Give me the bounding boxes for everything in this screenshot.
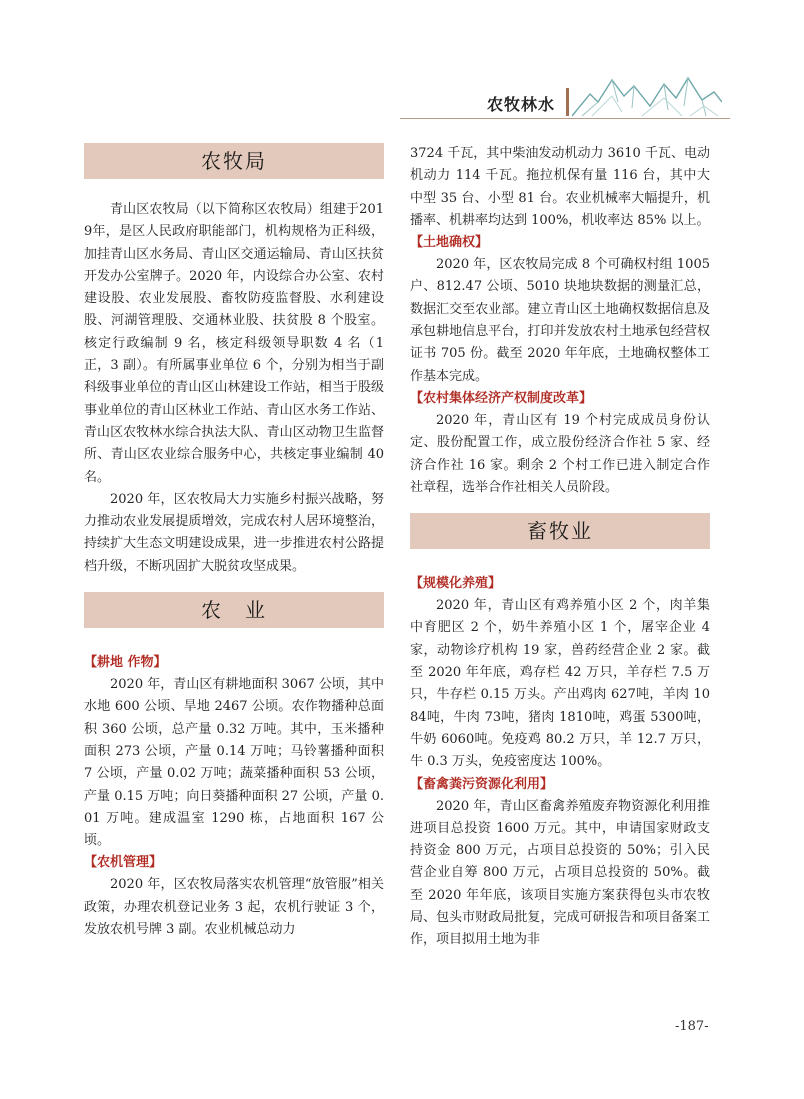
bureau-paragraph-2: 2020 年，区农牧局大力实施乡村振兴战略，努力推动农业发展提质增效，完成农村人居环境整治，持续扩大生态文明建设成果，进一步推进农村公路提档升级，不断巩固扩大脱贫攻坚成果。 bbox=[84, 491, 384, 574]
subheading-manure-utilization: 【畜禽粪污资源化利用】 bbox=[410, 776, 554, 792]
scale-farming-paragraph: 2020 年，青山区有鸡养殖小区 2 个，肉羊集中育肥区 2 个，奶牛养殖小区 1 个，屠宰企业 4 家，动物诊疗机构 19 家，兽药经营企业 2 家。截至 2020 年年底，鸡存栏 42 万只，羊存栏 7.5 万只，牛存栏 0.15 万头。产出鸡肉 627吨，羊肉 1084吨，牛肉 73吨，猪肉 1810吨，鸡蛋 5300吨，牛奶 6060吨。免疫鸡 80.2 万只，羊 12.7 万只，牛 0.3 万头，免疫密度达 100%。 bbox=[410, 598, 710, 770]
mountain-decoration-icon bbox=[572, 72, 722, 118]
bureau-paragraph-1: 青山区农牧局（以下简称区农牧局）组建于2019年，是区人民政府职能部门，机构规格为正科级，加挂青山区水务局、青山区交通运输局、青山区扶贫开发办公室牌子。2020 年，内设综合办公室、农村建设股、农业发展股、畜牧防疫监督股、水利建设股、河湖管理股、交通林业股、扶贫股 8 个股室。核定行政编制 9 名，核定科级领导职数 4 名（1 正，3 副）。有所属事业单位 6 个，分别为相当于副科级事业单位的青山区山林建设工作站，相当于股级事业单位的青山区林业工作站、青山区水务工作站、青山区农牧林水综合执法大队、青山区动物卫生监督所、青山区农业综合服务中心，共核定事业编制 40 名。 bbox=[84, 202, 384, 485]
page-number: -187- bbox=[675, 1019, 709, 1034]
land-rights-paragraph: 2020 年，区农牧局完成 8 个可确权村组 1005 户、812.47 公顷、5010 块地块数据的测量汇总，数据汇交至农业部。建立青山区土地确权数据信息及承包耕地信息平台，打印并发放农村土地承包经营权证书 705 份。截至 2020 年年底，土地确权整体工作基本完成。 bbox=[410, 257, 710, 384]
manure-utilization-paragraph: 2020 年，青山区畜禽养殖废弃物资源化利用推进项目总投资 1600 万元。其中，申请国家财政支持资金 800 万元，占项目总投资的 50%；引入民营企业自筹 800 万元，占项目总投资的 50%。截至 2020 年年底，该项目实施方案获得包头市农牧局、包头市财政局批复，完成可研报告和项目备案工作，项目拟用土地为非 bbox=[410, 798, 710, 948]
machinery-paragraph-continued: 3724 千瓦，其中柴油发动机动力 3610 千瓦、电动机动力 114 千瓦。拖拉机保有量 116 台，其中大中型 35 台、小型 81 台。农业机械率大幅提升，机播率、机耕率均达到 100%，机收率达 85% 以上。 bbox=[410, 146, 710, 228]
subheading-farmland-crops: 【耕地 作物】 bbox=[84, 655, 167, 671]
section-title-livestock: 畜牧业 bbox=[410, 513, 710, 549]
machinery-paragraph: 2020 年，区农牧局落实农机管理“放管服”相关政策，办理农机登记业务 3 起，农机行驶证 3 个，发放农机号牌 3 副。农业机械总动力 bbox=[84, 877, 384, 938]
subheading-collective-reform: 【农村集体经济产权制度改革】 bbox=[410, 390, 593, 406]
section-title-agriculture: 农 业 bbox=[84, 592, 384, 628]
left-column bbox=[84, 143, 384, 941]
collective-reform-paragraph: 2020 年，青山区有 19 个村完成成员身份认定、股份配置工作，成立股份经济合作社 5 家、经济合作社 16 家。剩余 2 个村工作已进入制定合作社章程，选举合作社相关人员阶段。 bbox=[410, 412, 710, 495]
subheading-machinery: 【农机管理】 bbox=[84, 855, 163, 871]
subheading-land-rights: 【土地确权】 bbox=[410, 235, 489, 251]
section-title-bureau: 农牧局 bbox=[84, 143, 384, 179]
subheading-scale-farming: 【规模化养殖】 bbox=[410, 576, 502, 592]
page-header bbox=[0, 0, 804, 120]
header-divider-bar bbox=[566, 88, 569, 116]
right-column bbox=[410, 143, 710, 952]
header-underline bbox=[400, 118, 730, 119]
farmland-paragraph: 2020 年，青山区有耕地面积 3067 公顷，其中水地 600 公顷、旱地 2467 公顷。农作物播种总面积 360 公顷，总产量 0.32 万吨。其中，玉米播种面积 273 公顷，产量 0.14 万吨；马铃薯播种面积 7 公顷，产量 0.02 万吨；蔬菜播种面积 53 公顷，产量 0.15 万吨；向日葵播种面积 27 公顷，产量 0.01 万吨。建成温室 1290 栋，占地面积 167 公顷。 bbox=[84, 677, 384, 849]
header-title: 农牧林水 bbox=[487, 95, 556, 114]
